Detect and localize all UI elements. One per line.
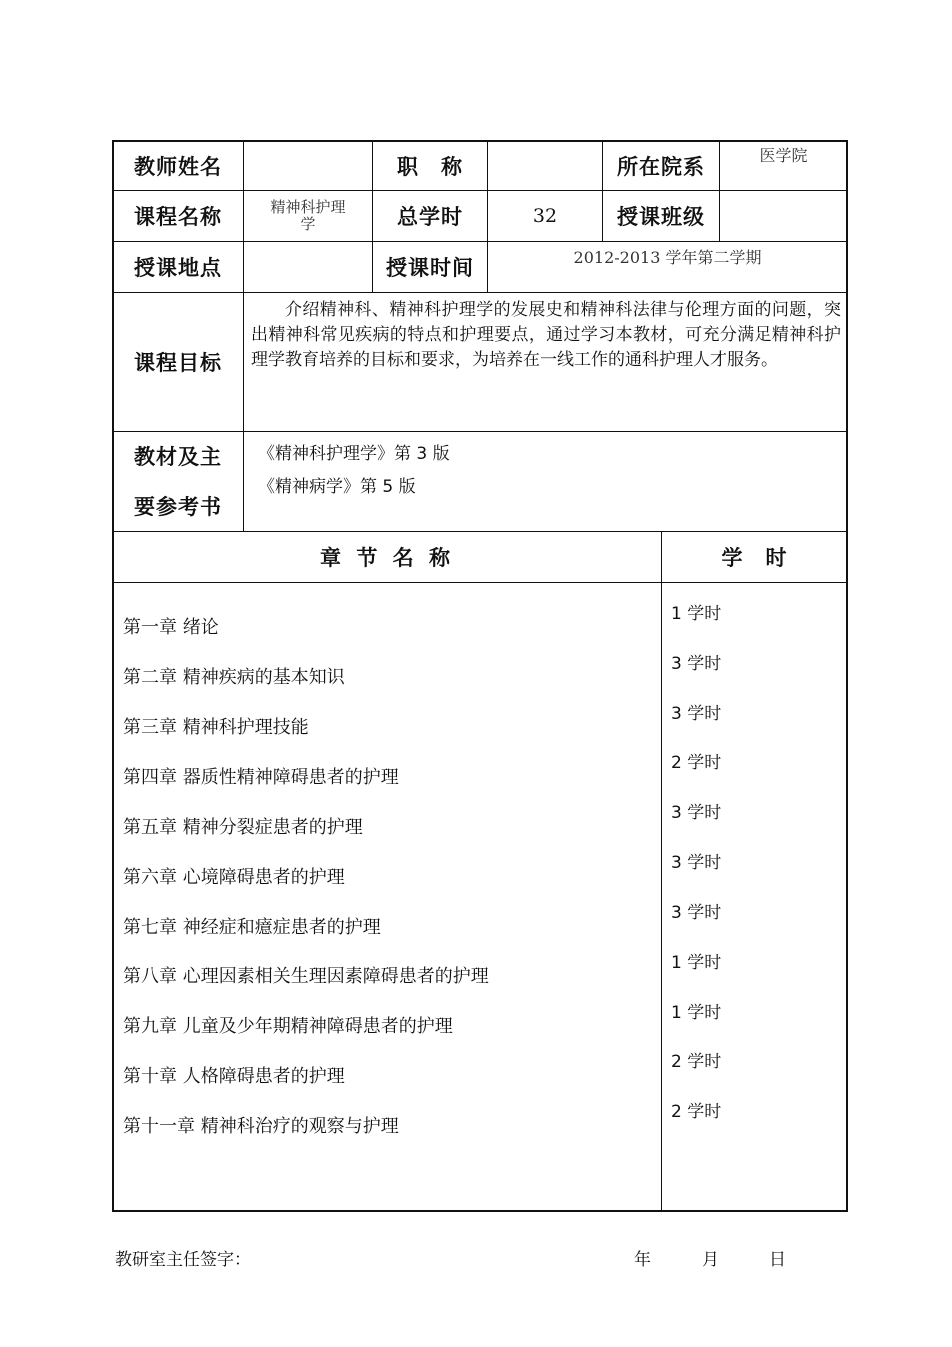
course-name-line-2: 学 [300,215,316,233]
teaching-time-value: 2012-2013 学年第二学期 [573,247,762,267]
hours-column-header: 学 时 [721,546,788,570]
chapter-hours: 3 学时 [671,853,722,873]
chapter-name: 第四章 器质性精神障碍患者的护理 [123,767,399,788]
course-name-label: 课程名称 [134,205,222,229]
row-divider [113,582,847,583]
chapter-hours: 1 学时 [671,953,722,973]
teaching-time-label: 授课时间 [386,256,474,280]
chapter-hours: 1 学时 [671,604,722,624]
chapter-name: 第九章 儿童及少年期精神障碍患者的护理 [123,1016,453,1037]
location-value[interactable] [244,242,372,292]
course-goal-label: 课程目标 [134,351,222,375]
textbooks-list [258,438,450,504]
course-name-value [244,191,372,241]
textbooks-label [113,432,243,531]
chapter-column-header: 章 节 名 称 [320,546,454,570]
chapter-hours: 2 学时 [671,753,722,773]
teacher-name-label: 教师姓名 [134,154,222,179]
chapter-name: 第三章 精神科护理技能 [123,717,309,738]
total-hours-label: 总学时 [397,205,463,229]
date-year-label: 年 [634,1250,651,1270]
class-label: 授课班级 [617,205,705,229]
chapter-name: 第七章 神经症和癔症患者的护理 [123,917,381,938]
chapter-name: 第十章 人格障碍患者的护理 [123,1066,345,1087]
chapter-name: 第十一章 精神科治疗的观察与护理 [123,1116,399,1137]
textbook-item: 《精神科护理学》第 3 版 [258,444,450,464]
chapter-hours: 2 学时 [671,1052,722,1072]
column-divider [661,531,662,1211]
date-day-label: 日 [769,1250,786,1270]
chapter-hours: 3 学时 [671,654,722,674]
total-hours-value: 32 [532,205,558,227]
department-label: 所在院系 [617,154,705,179]
job-title-value[interactable] [488,141,602,190]
textbooks-label-line-2: 要参考书 [134,494,222,519]
chapter-name: 第八章 心理因素相关生理因素障碍患者的护理 [123,966,489,987]
textbooks-label-line-1: 教材及主 [134,444,222,469]
chapter-name: 第六章 心境障碍患者的护理 [123,867,345,888]
teacher-name-value[interactable] [244,141,372,190]
job-title-label: 职 称 [397,154,463,179]
chapter-name: 第一章 绪论 [123,617,219,638]
chapter-hours: 3 学时 [671,903,722,923]
textbook-item: 《精神病学》第 5 版 [258,477,416,497]
director-signature-label: 教研室主任签字： [115,1250,251,1270]
chapter-name: 第五章 精神分裂症患者的护理 [123,817,363,838]
chapter-hours: 3 学时 [671,704,722,724]
class-value[interactable] [720,191,847,241]
chapter-hours: 2 学时 [671,1102,722,1122]
department-value: 医学院 [759,145,808,165]
date-month-label: 月 [702,1250,719,1270]
chapter-hours: 3 学时 [671,803,722,823]
course-goal-text: 介绍精神科、精神科护理学的发展史和精神科法律与伦理方面的问题，突出精神科常见疾病的特点和护理要点，通过学习本教材，可充分满足精神科护理学教育培养的目标和要求，为培养在一线工作的通科护理人才服务。 [251,300,841,370]
chapter-hours: 1 学时 [671,1003,722,1023]
chapter-name: 第二章 精神疾病的基本知识 [123,667,345,688]
course-name-line-1: 精神科护理 [270,198,346,216]
location-label: 授课地点 [134,256,222,280]
